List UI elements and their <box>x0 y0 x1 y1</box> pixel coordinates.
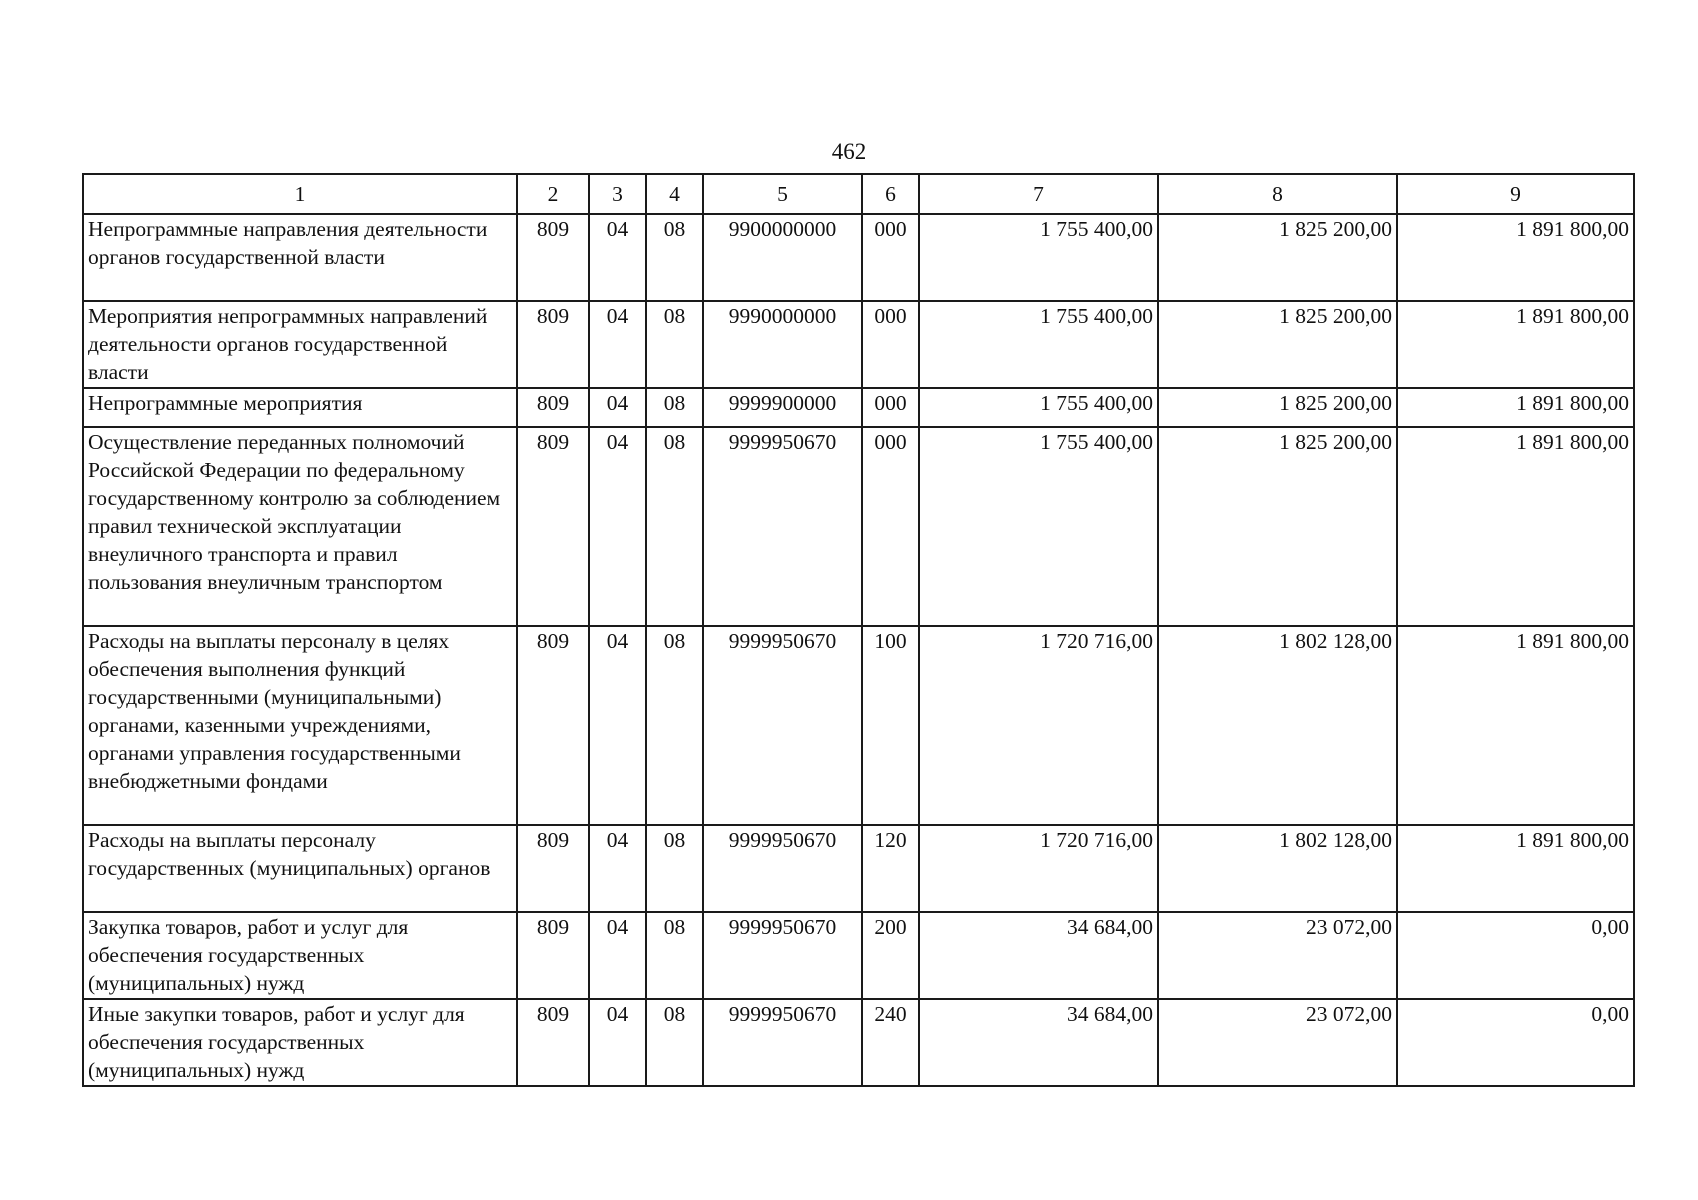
table-row <box>83 427 1634 626</box>
header-cell-3: 3 <box>589 174 646 214</box>
expense-type-code: 240 <box>862 999 919 1086</box>
table-row <box>83 388 1634 427</box>
amount-col-8: 1 825 200,00 <box>1158 301 1397 388</box>
table-row <box>83 999 1634 1086</box>
amount-col-9: 1 891 800,00 <box>1397 301 1634 388</box>
budget-table <box>82 173 1635 1087</box>
amount-col-7: 1 720 716,00 <box>919 626 1158 825</box>
subsection-code: 08 <box>646 626 703 825</box>
amount-col-7: 34 684,00 <box>919 999 1158 1086</box>
expense-type-code: 000 <box>862 388 919 427</box>
subsection-code: 08 <box>646 427 703 626</box>
expense-name: Осуществление переданных полномочий Российской Федерации по федеральному государственному контролю за соблюдением правил технической эксплуатации внеуличного транспорта и правил пользования внеуличным транспортом <box>83 427 517 626</box>
expense-name: Расходы на выплаты персоналу государственных (муниципальных) органов <box>83 825 517 912</box>
target-article-code: 9999950670 <box>703 825 862 912</box>
table-row <box>83 626 1634 825</box>
target-article-code: 9999950670 <box>703 912 862 999</box>
target-article-code: 9999950670 <box>703 999 862 1086</box>
expense-name: Расходы на выплаты персоналу в целях обеспечения выполнения функций государственными (муниципальными) органами, казенными учреждениями, органами управления государственными внебюджетными фондами <box>83 626 517 825</box>
amount-col-7: 1 755 400,00 <box>919 301 1158 388</box>
amount-col-8: 23 072,00 <box>1158 999 1397 1086</box>
expense-type-code: 000 <box>862 301 919 388</box>
amount-col-9: 1 891 800,00 <box>1397 388 1634 427</box>
section-code: 04 <box>589 912 646 999</box>
section-code: 04 <box>589 301 646 388</box>
header-cell-5: 5 <box>703 174 862 214</box>
header-cell-2: 2 <box>517 174 589 214</box>
subsection-code: 08 <box>646 999 703 1086</box>
expense-type-code: 100 <box>862 626 919 825</box>
table-row <box>83 301 1634 388</box>
subsection-code: 08 <box>646 301 703 388</box>
amount-col-9: 0,00 <box>1397 912 1634 999</box>
page-number: 462 <box>831 139 867 164</box>
ministry-code: 809 <box>517 626 589 825</box>
header-cell-9: 9 <box>1397 174 1634 214</box>
target-article-code: 9900000000 <box>703 214 862 301</box>
expense-name: Иные закупки товаров, работ и услуг для обеспечения государственных (муниципальных) нужд <box>83 999 517 1086</box>
amount-col-7: 1 755 400,00 <box>919 427 1158 626</box>
subsection-code: 08 <box>646 825 703 912</box>
header-row <box>83 174 1634 214</box>
amount-col-8: 1 802 128,00 <box>1158 626 1397 825</box>
ministry-code: 809 <box>517 912 589 999</box>
header-cell-1: 1 <box>83 174 517 214</box>
table-row <box>83 214 1634 301</box>
expense-type-code: 200 <box>862 912 919 999</box>
target-article-code: 9999950670 <box>703 626 862 825</box>
amount-col-9: 1 891 800,00 <box>1397 214 1634 301</box>
expense-name: Непрограммные мероприятия <box>83 388 517 427</box>
amount-col-8: 1 802 128,00 <box>1158 825 1397 912</box>
expense-name: Закупка товаров, работ и услуг для обеспечения государственных (муниципальных) нужд <box>83 912 517 999</box>
section-code: 04 <box>589 388 646 427</box>
ministry-code: 809 <box>517 825 589 912</box>
amount-col-9: 1 891 800,00 <box>1397 825 1634 912</box>
target-article-code: 9999950670 <box>703 427 862 626</box>
table-row <box>83 825 1634 912</box>
target-article-code: 9990000000 <box>703 301 862 388</box>
header-cell-4: 4 <box>646 174 703 214</box>
expense-type-code: 000 <box>862 427 919 626</box>
expense-type-code: 000 <box>862 214 919 301</box>
ministry-code: 809 <box>517 214 589 301</box>
subsection-code: 08 <box>646 388 703 427</box>
expense-name: Мероприятия непрограммных направлений деятельности органов государственной власти <box>83 301 517 388</box>
amount-col-9: 1 891 800,00 <box>1397 427 1634 626</box>
ministry-code: 809 <box>517 301 589 388</box>
subsection-code: 08 <box>646 912 703 999</box>
ministry-code: 809 <box>517 999 589 1086</box>
amount-col-8: 1 825 200,00 <box>1158 427 1397 626</box>
ministry-code: 809 <box>517 388 589 427</box>
section-code: 04 <box>589 999 646 1086</box>
amount-col-7: 34 684,00 <box>919 912 1158 999</box>
amount-col-8: 23 072,00 <box>1158 912 1397 999</box>
ministry-code: 809 <box>517 427 589 626</box>
table-row <box>83 912 1634 999</box>
subsection-code: 08 <box>646 214 703 301</box>
amount-col-7: 1 720 716,00 <box>919 825 1158 912</box>
amount-col-7: 1 755 400,00 <box>919 388 1158 427</box>
amount-col-7: 1 755 400,00 <box>919 214 1158 301</box>
expense-name: Непрограммные направления деятельности органов государственной власти <box>83 214 517 301</box>
section-code: 04 <box>589 825 646 912</box>
section-code: 04 <box>589 427 646 626</box>
header-cell-8: 8 <box>1158 174 1397 214</box>
amount-col-8: 1 825 200,00 <box>1158 388 1397 427</box>
expense-type-code: 120 <box>862 825 919 912</box>
section-code: 04 <box>589 214 646 301</box>
amount-col-9: 0,00 <box>1397 999 1634 1086</box>
header-cell-7: 7 <box>919 174 1158 214</box>
header-cell-6: 6 <box>862 174 919 214</box>
amount-col-8: 1 825 200,00 <box>1158 214 1397 301</box>
target-article-code: 9999900000 <box>703 388 862 427</box>
amount-col-9: 1 891 800,00 <box>1397 626 1634 825</box>
section-code: 04 <box>589 626 646 825</box>
